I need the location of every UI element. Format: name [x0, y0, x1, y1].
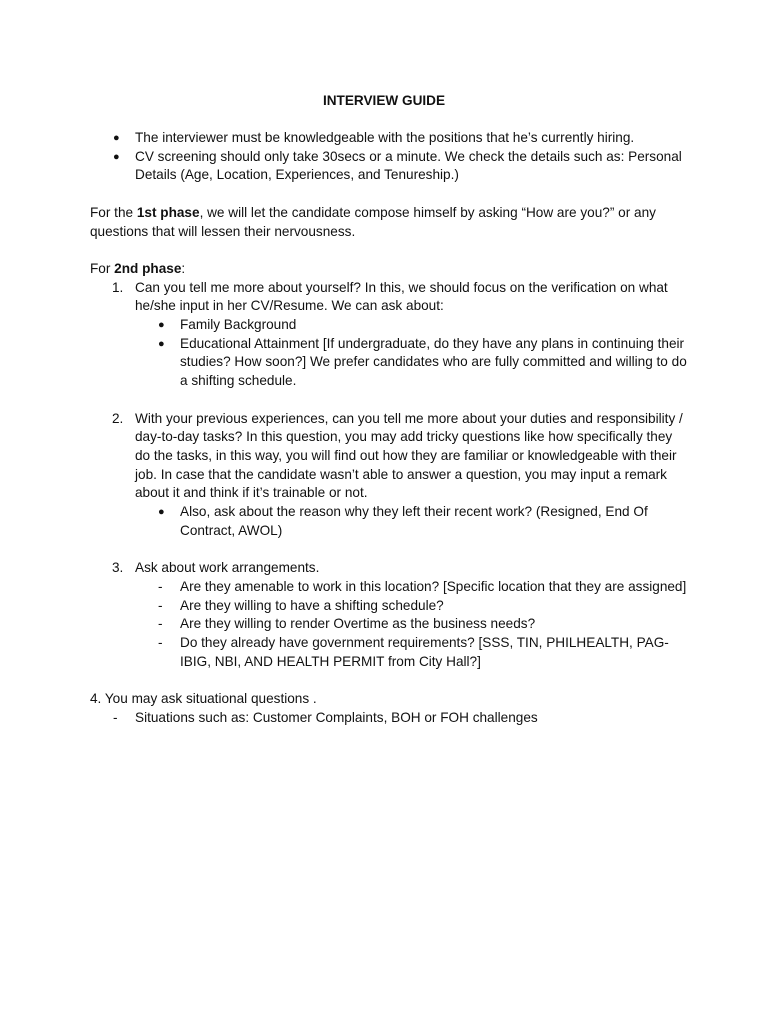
document-title: INTERVIEW GUIDE	[322, 93, 446, 108]
sub-bullet-text: Educational Attainment [If undergraduate, do they have any plans in continuing their studies? How soon?] We prefer candidates who are fully committed and willing to do a shifting schedule.	[180, 335, 687, 389]
sub-dash-text: Are they willing to render Overtime as the business needs?	[180, 616, 536, 632]
item4-dash-item	[90, 709, 690, 728]
dash-icon: -	[113, 709, 118, 725]
dash-icon: -	[158, 634, 163, 650]
item4-text: 4. You may ask situational questions .	[90, 691, 317, 707]
phase1-text: , we will let the candidate compose himself by asking “How are you?” or any questions that will lessen their nervousness.	[90, 204, 656, 239]
bullet-icon: ●	[158, 337, 165, 350]
item-text: Ask about work arrangements.	[135, 560, 320, 576]
numbered-item	[90, 559, 690, 578]
dash-icon: -	[158, 578, 163, 594]
item-text: Can you tell me more about yourself? In this, we should focus on the verification on what he/she input in her CV/Resume. We can ask about:	[135, 279, 668, 314]
dash-icon: -	[158, 616, 163, 632]
dash-icon: -	[158, 597, 163, 613]
item-text: With your previous experiences, can you tell me more about your duties and responsibility / day-to-day tasks? In this question, you may add tricky questions like how specifically they do the tasks, in this way, you will find out how they are familiar or knowledgeable with their job. In case that the candidate wasn’t able to answer a question, you may input a remark about it and think if it’s trainable or not.	[135, 410, 683, 501]
intro-bullet	[90, 129, 690, 148]
bullet-icon: ●	[158, 506, 165, 519]
phase2-prefix: For	[90, 260, 115, 276]
sub-dash-text: Do they already have government requirements? [SSS, TIN, PHILHEALTH, PAG-IBIG, NBI, AND HEALTH PERMIT from City Hall?]	[180, 634, 669, 669]
phase2-label: 2nd phase	[114, 260, 182, 276]
sub-bullet-text: Family Background	[180, 317, 297, 332]
intro-bullet-text: The interviewer must be knowledgeable with the positions that he’s currently hiring.	[135, 130, 635, 145]
sub-bullet-text: Also, ask about the reason why they left their recent work? (Resigned, End Of Contract, AWOL)	[180, 504, 648, 538]
document-body	[90, 129, 690, 727]
sub-dash-item	[90, 597, 690, 616]
bullet-icon: ●	[158, 319, 165, 331]
item-number: 2.	[112, 410, 124, 426]
bullet-icon: ●	[113, 132, 120, 144]
sub-dash-text: Are they amenable to work in this location? [Specific location that they are assigned]	[180, 578, 687, 594]
sub-dash-item	[90, 578, 690, 597]
sub-dash-text: Are they willing to have a shifting schedule?	[180, 597, 444, 613]
phase1-label: 1st phase	[136, 204, 200, 220]
item-number: 3.	[112, 560, 124, 576]
sub-bullet	[90, 503, 690, 540]
intro-bullet	[90, 148, 690, 185]
intro-bullet-text: CV screening should only take 30secs or a minute. We check the details such as: Personal Details (Age, Location, Experiences, and Tenureship.)	[135, 148, 682, 183]
phase1-prefix: For the	[90, 204, 137, 220]
phase2-heading	[90, 260, 690, 279]
item4-paragraph	[90, 690, 690, 709]
item4-dash-text: Situations such as: Customer Complaints, BOH or FOH challenges	[135, 709, 538, 725]
sub-dash-item	[90, 634, 690, 671]
phase1-paragraph	[90, 204, 690, 241]
phase2-suffix: :	[181, 260, 186, 276]
bullet-icon: ●	[113, 150, 120, 163]
item-number: 1.	[112, 279, 124, 295]
sub-dash-item	[90, 615, 690, 634]
numbered-item	[90, 410, 690, 504]
sub-bullet	[90, 316, 690, 335]
numbered-item	[90, 279, 690, 316]
sub-bullet	[90, 335, 690, 391]
